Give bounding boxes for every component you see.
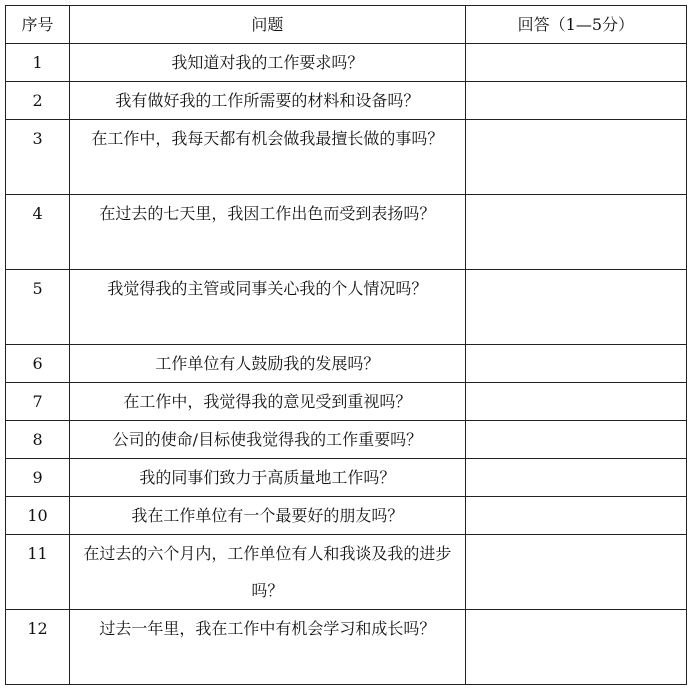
- question-text: 我知道对我的工作要求吗？: [171, 53, 364, 72]
- question-text: 我觉得我的主管或同事关心我的个人情况吗？: [107, 279, 428, 298]
- row-number: 11: [6, 535, 70, 610]
- row-question: [70, 535, 466, 610]
- row-question: [70, 44, 466, 82]
- row-question: [70, 195, 466, 270]
- table-row: [6, 459, 687, 497]
- header-answer: 回答（1—5分）: [465, 6, 686, 44]
- row-number: 6: [6, 345, 70, 383]
- question-text: 工作单位有人鼓励我的发展吗？: [155, 354, 380, 373]
- answer-cell[interactable]: [465, 44, 686, 82]
- row-number: 8: [6, 421, 70, 459]
- header-question: 问题: [70, 6, 466, 44]
- question-text: 在过去的六个月内，工作单位有人和我谈及我的进步吗？: [83, 544, 452, 600]
- table-row: [6, 497, 687, 535]
- row-question: [70, 383, 466, 421]
- row-question: [70, 610, 466, 685]
- question-text: 在工作中，我每天都有机会做我最擅长做的事吗？: [91, 129, 444, 148]
- question-text: 我在工作单位有一个最要好的朋友吗？: [131, 506, 404, 525]
- survey-table: [5, 5, 687, 685]
- row-question: [70, 421, 466, 459]
- row-question: [70, 82, 466, 120]
- table-row: [6, 44, 687, 82]
- row-question: [70, 497, 466, 535]
- question-text: 我有做好我的工作所需要的材料和设备吗？: [115, 91, 420, 110]
- answer-cell[interactable]: [465, 459, 686, 497]
- answer-cell[interactable]: [465, 195, 686, 270]
- table-row: [6, 535, 687, 610]
- row-number: 10: [6, 497, 70, 535]
- table-row: [6, 270, 687, 345]
- answer-cell[interactable]: [465, 421, 686, 459]
- row-number: 12: [6, 610, 70, 685]
- answer-cell[interactable]: [465, 120, 686, 195]
- question-text: 过去一年里，我在工作中有机会学习和成长吗？: [99, 619, 436, 638]
- table-row: [6, 610, 687, 685]
- question-text: 公司的使命/目标使我觉得我的工作重要吗？: [112, 430, 423, 449]
- table-row: [6, 120, 687, 195]
- header-row: [6, 6, 687, 44]
- row-number: 9: [6, 459, 70, 497]
- row-question: [70, 345, 466, 383]
- table-row: [6, 82, 687, 120]
- row-number: 1: [6, 44, 70, 82]
- answer-cell[interactable]: [465, 82, 686, 120]
- question-text: 在过去的七天里，我因工作出色而受到表扬吗？: [99, 204, 436, 223]
- answer-cell[interactable]: [465, 610, 686, 685]
- row-question: [70, 459, 466, 497]
- answer-cell[interactable]: [465, 497, 686, 535]
- row-number: 5: [6, 270, 70, 345]
- answer-cell[interactable]: [465, 345, 686, 383]
- row-number: 2: [6, 82, 70, 120]
- answer-cell[interactable]: [465, 270, 686, 345]
- table-row: [6, 345, 687, 383]
- table-row: [6, 421, 687, 459]
- row-question: [70, 270, 466, 345]
- header-number: 序号: [6, 6, 70, 44]
- question-text: 我的同事们致力于高质量地工作吗？: [139, 468, 396, 487]
- table-row: [6, 383, 687, 421]
- row-question: [70, 120, 466, 195]
- row-number: 7: [6, 383, 70, 421]
- answer-cell[interactable]: [465, 535, 686, 610]
- table-row: [6, 195, 687, 270]
- row-number: 4: [6, 195, 70, 270]
- row-number: 3: [6, 120, 70, 195]
- answer-cell[interactable]: [465, 383, 686, 421]
- question-text: 在工作中，我觉得我的意见受到重视吗？: [123, 392, 412, 411]
